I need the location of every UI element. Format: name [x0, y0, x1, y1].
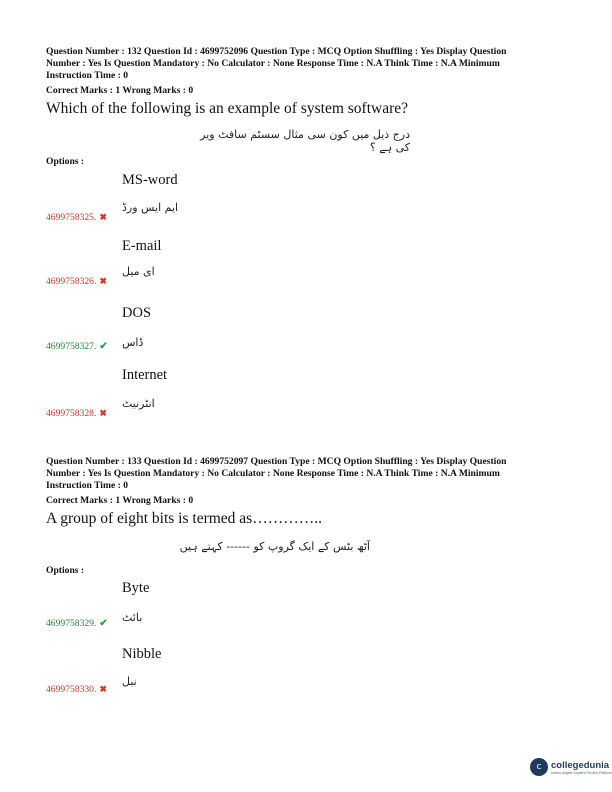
option-text: Byte: [122, 580, 150, 596]
question-meta-line: Number : Yes Is Question Mandatory : No Calculator : None Response Time : N.A Think Time : N.A Minimum: [46, 58, 500, 69]
question-meta-line: Instruction Time : 0: [46, 70, 128, 81]
option-text-urdu: ایم ایس ورڈ: [122, 201, 179, 214]
logo-tagline: India's largest Student Review Platform: [551, 770, 612, 775]
option-id: 4699758328. ✖: [46, 408, 107, 419]
check-icon: ✔: [99, 341, 108, 352]
question-block-133: [46, 456, 576, 528]
logo-name: collegedunia: [551, 759, 610, 771]
option-id: 4699758325. ✖: [46, 212, 107, 223]
question-text: A group of eight bits is termed as…………..: [46, 510, 322, 527]
option-text: DOS: [122, 305, 152, 321]
cross-icon: ✖: [99, 276, 107, 286]
cross-icon: ✖: [99, 212, 107, 222]
option-id: 4699758330. ✖: [46, 684, 107, 695]
option-text-urdu: نبل: [122, 675, 137, 688]
option-text-urdu: ڈاس: [122, 336, 144, 349]
cross-icon: ✖: [99, 408, 107, 418]
option-id: 4699758326. ✖: [46, 276, 107, 287]
options-label: Options :: [46, 156, 85, 167]
question-meta-line: Number : Yes Is Question Mandatory : No Calculator : None Response Time : N.A Think Time : N.A Minimum: [46, 468, 500, 479]
option-text-urdu: انٹرنیٹ: [122, 397, 155, 410]
option-id: 4699758329. ✔: [46, 618, 108, 629]
question-meta-line: Instruction Time : 0: [46, 480, 128, 491]
question-text-urdu: آٹھ بٹس کے ایک گروپ کو ------ کہتے ہیں: [179, 540, 370, 553]
question-marks: Correct Marks : 1 Wrong Marks : 0: [46, 85, 194, 96]
options-label: Options :: [46, 565, 85, 576]
cross-icon: ✖: [99, 684, 107, 694]
option-id: 4699758327. ✔: [46, 341, 108, 352]
option-text: E-mail: [122, 238, 162, 254]
option-text: Internet: [122, 367, 168, 383]
check-icon: ✔: [99, 618, 108, 629]
logo-badge-icon: c: [530, 758, 548, 776]
question-marks: Correct Marks : 1 Wrong Marks : 0: [46, 495, 194, 506]
option-text: MS-word: [122, 172, 178, 188]
option-text: Nibble: [122, 646, 162, 662]
option-text-urdu: ای میل: [122, 265, 155, 278]
question-text-urdu: درج ذیل میں کون سی مثال سسٹم سافٹ ویر کی ہے ؟: [200, 128, 410, 154]
question-block-132: [46, 46, 576, 118]
option-text-urdu: بائٹ: [122, 611, 143, 624]
question-meta-line: Question Number : 133 Question Id : 4699752097 Question Type : MCQ Option Shuffling : Yes Display Question: [46, 456, 507, 467]
question-meta-line: Question Number : 132 Question Id : 4699752096 Question Type : MCQ Option Shuffling : Yes Display Question: [46, 46, 507, 57]
collegedunia-logo: [530, 758, 612, 776]
question-text: Which of the following is an example of system software?: [46, 100, 408, 117]
